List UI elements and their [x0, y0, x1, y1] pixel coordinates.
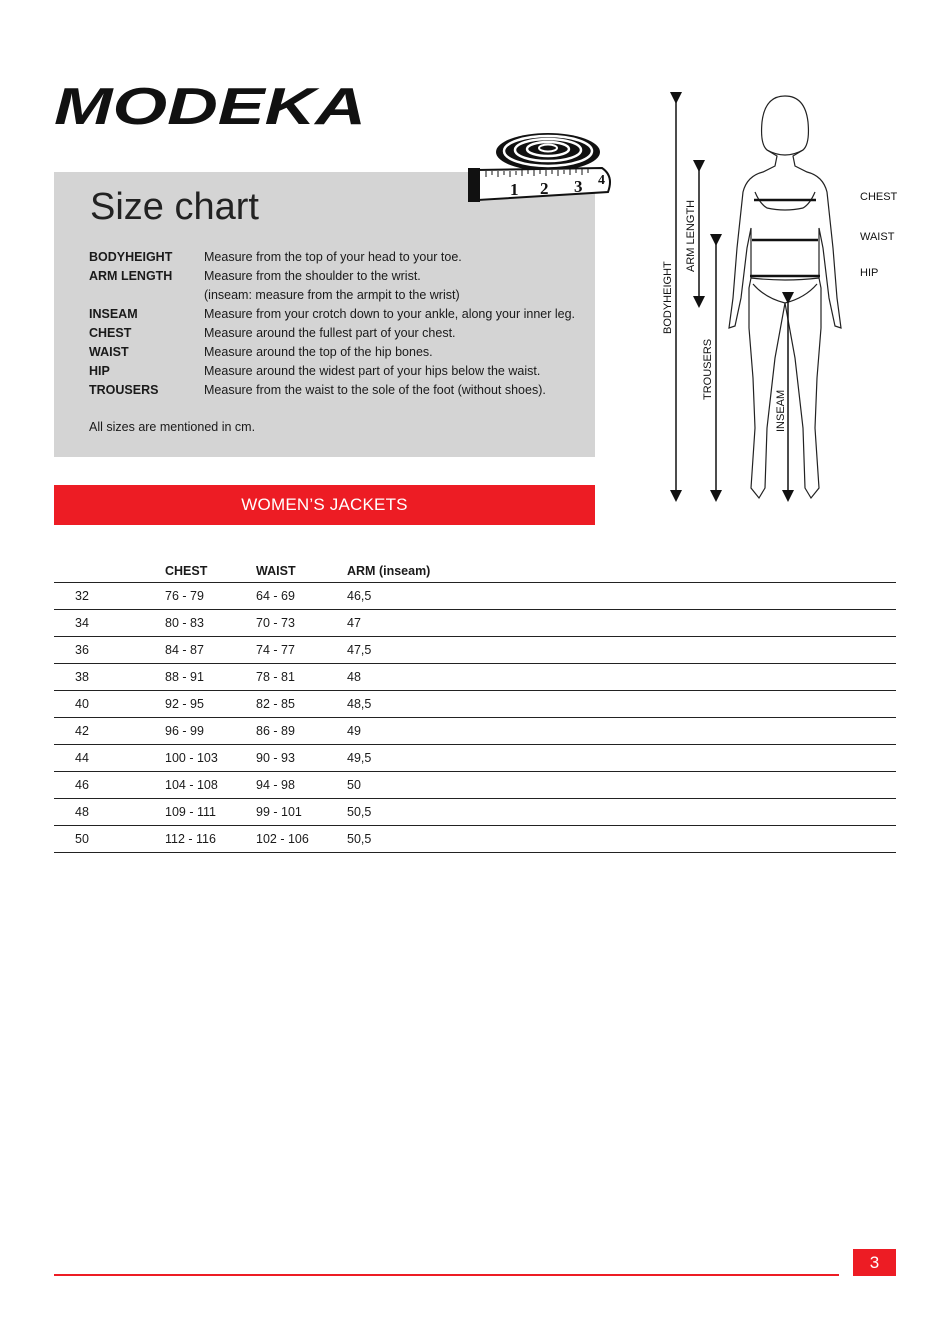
definition-description: Measure from the waist to the sole of the foot (without shoes). — [204, 383, 546, 397]
cell-size: 32 — [54, 583, 165, 610]
table-header-row — [54, 560, 896, 583]
definition-description: Measure around the widest part of your hips below the waist. — [204, 364, 541, 378]
definition-description: Measure from the top of your head to your toe. — [204, 250, 462, 264]
cell-size: 34 — [54, 610, 165, 637]
tape-number-4: 4 — [598, 173, 605, 188]
table-row — [54, 664, 896, 691]
definition-term: BODYHEIGHT — [89, 250, 173, 264]
cell-size: 46 — [54, 772, 165, 799]
cell-size: 40 — [54, 691, 165, 718]
cell-waist: 74 - 77 — [256, 637, 347, 664]
column-header-arm: ARM (inseam) — [347, 560, 896, 583]
definition-description: Measure around the top of the hip bones. — [204, 345, 433, 359]
cell-waist: 99 - 101 — [256, 799, 347, 826]
cell-arm: 49 — [347, 718, 896, 745]
footer-divider — [54, 1274, 839, 1276]
tape-measure-icon — [466, 130, 616, 206]
cell-chest: 96 - 99 — [165, 718, 256, 745]
definition-term: INSEAM — [89, 307, 138, 321]
table-row — [54, 772, 896, 799]
cell-chest: 112 - 116 — [165, 826, 256, 853]
definition-term: WAIST — [89, 345, 129, 359]
cell-size: 48 — [54, 799, 165, 826]
cell-arm: 50 — [347, 772, 896, 799]
section-banner: WOMEN’S JACKETS — [54, 485, 595, 525]
chest-label: CHEST — [860, 191, 898, 203]
tape-number-3: 3 — [574, 177, 583, 196]
definition-row — [89, 324, 589, 343]
cell-chest: 109 - 111 — [165, 799, 256, 826]
cell-size: 42 — [54, 718, 165, 745]
inseam-label: INSEAM — [775, 389, 787, 432]
table-row — [54, 826, 896, 853]
definition-term: TROUSERS — [89, 383, 159, 397]
definition-term: ARM LENGTH — [89, 269, 173, 283]
definition-term: HIP — [89, 364, 110, 378]
size-guide-panel — [54, 172, 595, 457]
body-measurement-figure — [655, 88, 915, 508]
definition-row — [89, 286, 589, 305]
cell-arm: 48 — [347, 664, 896, 691]
definition-description: Measure from the shoulder to the wrist. — [204, 269, 421, 283]
cell-waist: 70 - 73 — [256, 610, 347, 637]
column-header-waist: WAIST — [256, 560, 347, 583]
definition-row — [89, 248, 589, 267]
table-row — [54, 718, 896, 745]
trousers-label: TROUSERS — [702, 338, 714, 400]
definition-row — [89, 305, 589, 324]
column-header-size — [54, 560, 165, 583]
tape-number-2: 2 — [540, 179, 549, 198]
table-row — [54, 745, 896, 772]
table-row — [54, 583, 896, 610]
size-table — [54, 560, 896, 853]
cell-waist: 78 - 81 — [256, 664, 347, 691]
cell-waist: 86 - 89 — [256, 718, 347, 745]
definitions-list — [89, 248, 589, 400]
cell-waist: 94 - 98 — [256, 772, 347, 799]
definition-row — [89, 267, 589, 286]
definition-row — [89, 362, 589, 381]
definition-description: (inseam: measure from the armpit to the wrist) — [204, 288, 460, 302]
table-row — [54, 799, 896, 826]
definition-description: Measure around the fullest part of your chest. — [204, 326, 456, 340]
cell-arm: 50,5 — [347, 826, 896, 853]
cell-arm: 46,5 — [347, 583, 896, 610]
cell-chest: 92 - 95 — [165, 691, 256, 718]
cell-chest: 76 - 79 — [165, 583, 256, 610]
cell-chest: 104 - 108 — [165, 772, 256, 799]
cell-chest: 84 - 87 — [165, 637, 256, 664]
cell-chest: 88 - 91 — [165, 664, 256, 691]
cell-arm: 49,5 — [347, 745, 896, 772]
modeka-logo — [54, 84, 368, 130]
tape-number-1: 1 — [510, 180, 519, 199]
cell-size: 50 — [54, 826, 165, 853]
definition-term — [89, 286, 204, 305]
cell-size: 36 — [54, 637, 165, 664]
cell-size: 38 — [54, 664, 165, 691]
table-row — [54, 610, 896, 637]
definition-description: Measure from your crotch down to your ankle, along your inner leg. — [204, 307, 576, 321]
cell-arm: 50,5 — [347, 799, 896, 826]
cell-waist: 102 - 106 — [256, 826, 347, 853]
cell-size: 44 — [54, 745, 165, 772]
table-body — [54, 583, 896, 853]
page-title: Size chart — [90, 186, 259, 228]
column-header-chest: CHEST — [165, 560, 256, 583]
cell-waist: 82 - 85 — [256, 691, 347, 718]
cell-waist: 64 - 69 — [256, 583, 347, 610]
table-row — [54, 691, 896, 718]
cell-arm: 48,5 — [347, 691, 896, 718]
hip-label: HIP — [860, 267, 879, 279]
woman-silhouette — [729, 96, 841, 498]
waist-label: WAIST — [860, 231, 895, 243]
definition-term: CHEST — [89, 326, 132, 340]
cell-waist: 90 - 93 — [256, 745, 347, 772]
arm-length-label: ARM LENGTH — [685, 199, 697, 272]
table-row — [54, 637, 896, 664]
cell-chest: 100 - 103 — [165, 745, 256, 772]
definition-row — [89, 343, 589, 362]
cell-arm: 47,5 — [347, 637, 896, 664]
units-note: All sizes are mentioned in cm. — [89, 420, 256, 434]
bodyheight-label: BODYHEIGHT — [662, 261, 674, 334]
cell-arm: 47 — [347, 610, 896, 637]
cell-chest: 80 - 83 — [165, 610, 256, 637]
page-number: 3 — [853, 1249, 896, 1276]
logo-text: MODEKA — [54, 84, 366, 130]
definition-row — [89, 381, 589, 400]
